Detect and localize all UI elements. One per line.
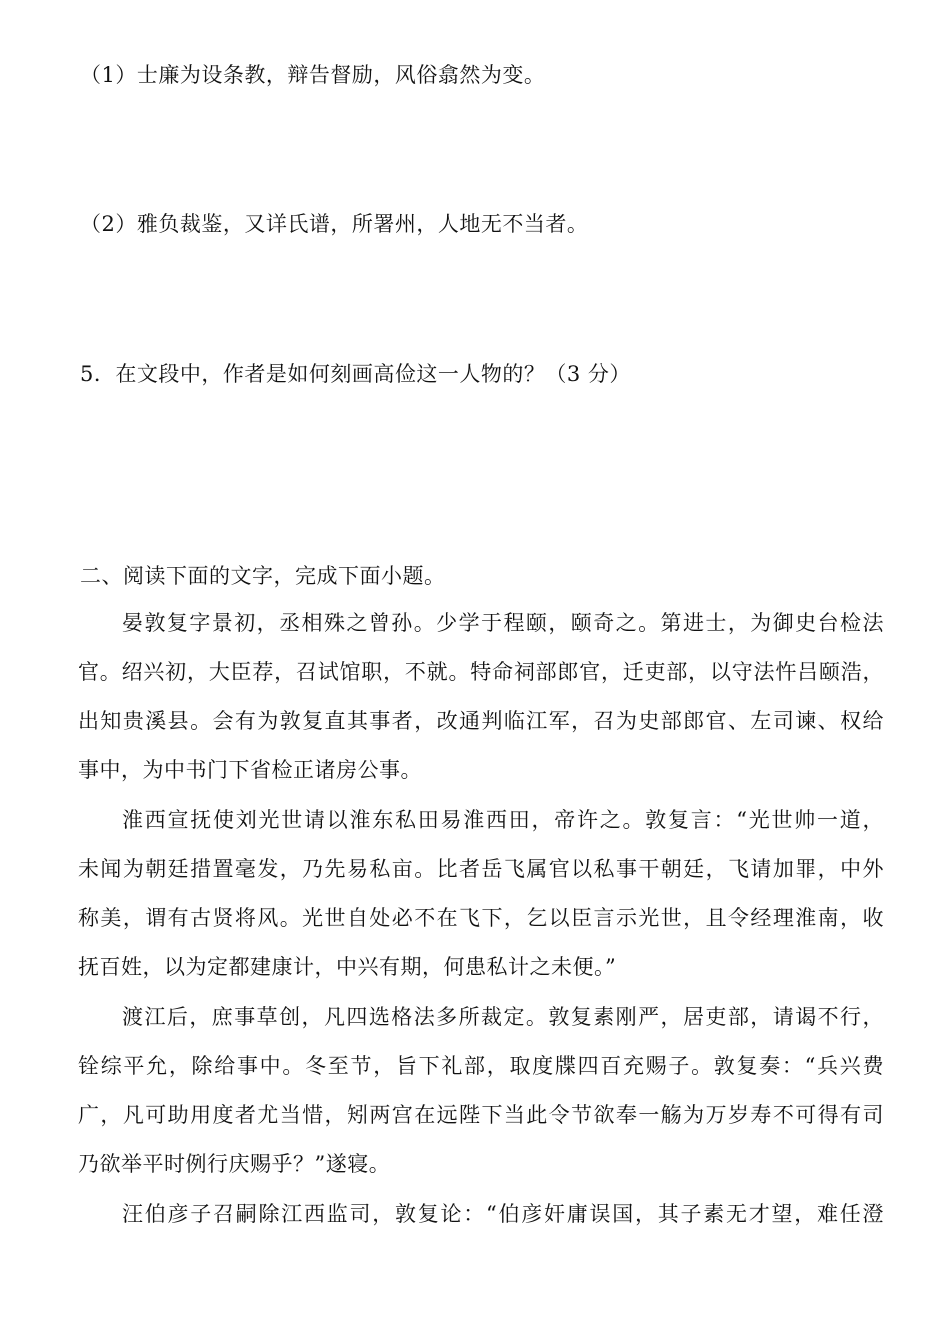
- translation-item-2: （2）雅负裁鉴，又详氏谱，所署州，人地无不当者。: [80, 212, 589, 236]
- passage-line-3: 出知贵溪县。会有为敦复直其事者，改通判临江军，召为史部郎官、左司谏、权给: [78, 709, 884, 733]
- passage-line-7: 称美，谓有古贤将风。光世自处必不在飞下，乞以臣言示光世，且令经理淮南，收: [78, 906, 884, 930]
- section-heading: 二、阅读下面的文字，完成下面小题。: [80, 564, 446, 588]
- passage-line-8: 抚百姓，以为定都建康计，中兴有期，何患私计之未便。”: [78, 955, 617, 979]
- passage-line-4: 事中，为中书门下省检正诸房公事。: [78, 758, 422, 782]
- passage-line-13: 汪伯彦子召嗣除江西监司，敦复论：“伯彦奸庸误国，其子素无才望，难任澄: [122, 1202, 884, 1226]
- passage-line-6: 未闻为朝廷措置毫发，乃先易私亩。比者岳飞属官以私事干朝廷，飞请加罪，中外: [78, 857, 884, 881]
- passage-line-12: 乃欲举平时例行庆赐乎？”遂寝。: [78, 1152, 391, 1176]
- passage-line-9: 渡江后，庶事草创，凡四选格法多所裁定。敦复素刚严，居吏部，请谒不行，: [122, 1005, 884, 1029]
- question-5: 5．在文段中，作者是如何刻画高俭这一人物的？（3 分）: [80, 362, 631, 386]
- passage-line-11: 广，凡可助用度者尤当惜，矧两宫在远陛下当此令节欲奉一觞为万岁寿不可得有司: [78, 1103, 884, 1127]
- translation-item-1: （1）士廉为设条教，辩告督励，风俗翕然为变。: [80, 63, 546, 87]
- passage-line-5: 淮西宣抚使刘光世请以淮东私田易淮西田，帝许之。敦复言：“光世帅一道，: [122, 808, 884, 832]
- passage-line-10: 铨综平允，除给事中。冬至节，旨下礼部，取度牒四百充赐子。敦复奏：“兵兴费: [78, 1054, 884, 1078]
- passage-line-2: 官。绍兴初，大臣荐，召试馆职，不就。特命祠部郎官，迁吏部，以守法忤吕颐浩，: [78, 660, 884, 684]
- passage-line-1: 晏敦复字景初，丞相殊之曾孙。少学于程颐，颐奇之。第进士，为御史台检法: [122, 611, 884, 635]
